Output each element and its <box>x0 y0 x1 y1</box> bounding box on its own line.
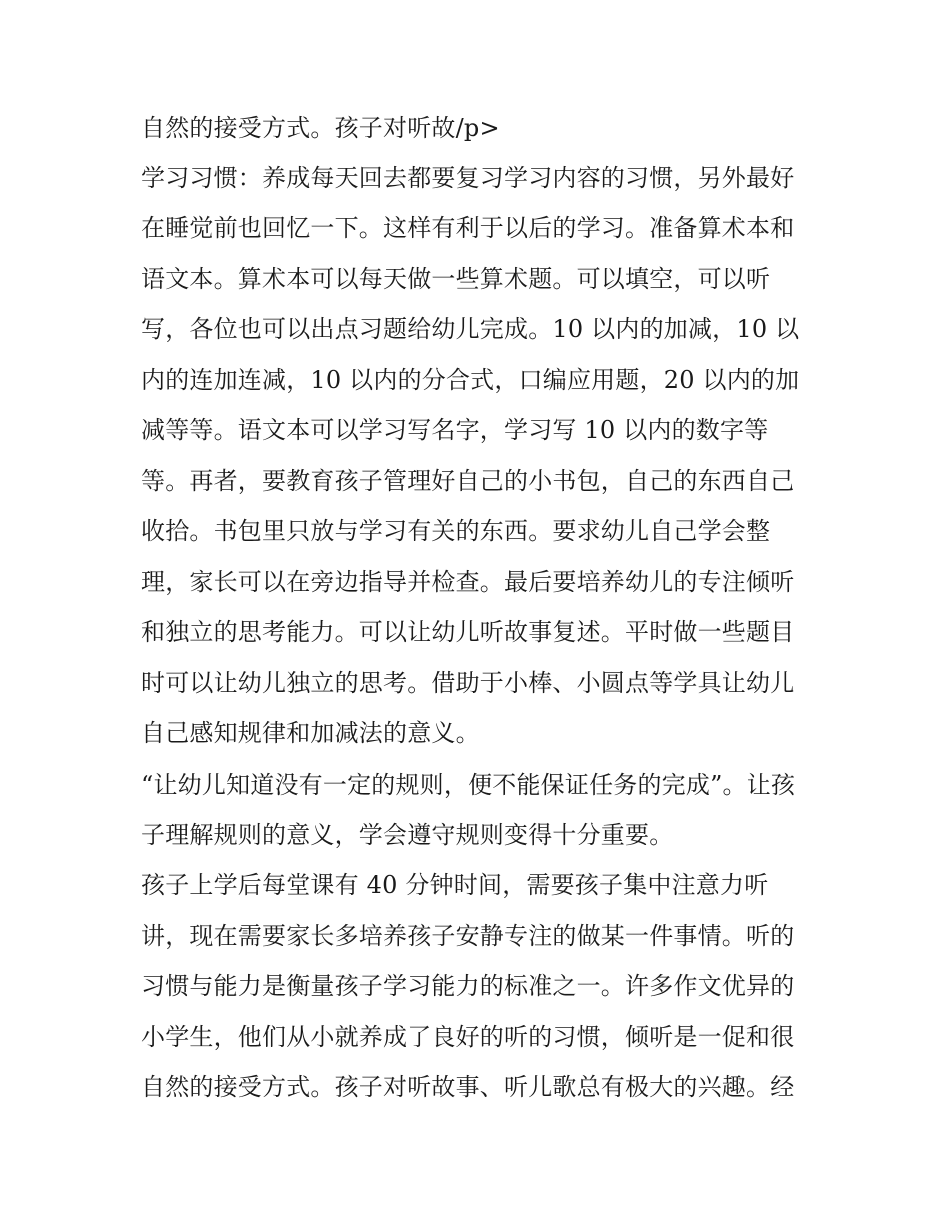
text-line: 自然的接受方式。孩子对听故事、听儿歌总有极大的兴趣。经 <box>141 1073 795 1101</box>
text-line: 自己感知规律和加减法的意义。 <box>141 719 480 747</box>
text-line: 学习习惯：养成每天回去都要复习学习内容的习惯，另外最好 <box>141 164 795 192</box>
text-line: 时可以让幼儿独立的思考。借助于小棒、小圆点等学具让幼儿 <box>141 669 795 697</box>
text-line: 和独立的思考能力。可以让幼儿听故事复述。平时做一些题目 <box>141 618 795 646</box>
text-line: 在睡觉前也回忆一下。这样有利于以后的学习。准备算术本和 <box>141 214 795 242</box>
text-line: 孩子上学后每堂课有 40 分钟时间，需要孩子集中注意力听 <box>141 871 769 899</box>
text-line: 语文本。算术本可以每天做一些算术题。可以填空，可以听 <box>141 265 771 293</box>
text-line: 内的连加连减，10 以内的分合式，口编应用题，20 以内的加 <box>141 366 800 394</box>
text-line: 讲，现在需要家长多培养孩子安静专注的做某一件事情。听的 <box>141 922 795 950</box>
text-line: 减等等。语文本可以学习写名字，学习写 10 以内的数字等 <box>141 416 769 444</box>
text-line: 自然的接受方式。孩子对听故/p> <box>141 114 500 142</box>
text-line: 等。再者，要教育孩子管理好自己的小书包，自己的东西自己 <box>141 467 795 495</box>
text-line: 子理解规则的意义，学会遵守规则变得十分重要。 <box>141 821 674 849</box>
text-line: 写，各位也可以出点习题给幼儿完成。10 以内的加减，10 以 <box>141 315 800 343</box>
text-line: 理，家长可以在旁边指导并检查。最后要培养幼儿的专注倾听 <box>141 568 795 596</box>
text-line: “让幼儿知道没有一定的规则，便不能保证任务的完成”。让孩 <box>141 771 796 799</box>
text-line: 习惯与能力是衡量孩子学习能力的标准之一。许多作文优异的 <box>141 972 795 1000</box>
text-line: 收拾。书包里只放与学习有关的东西。要求幼儿自己学会整 <box>141 517 771 545</box>
text-line: 小学生，他们从小就养成了良好的听的习惯，倾听是一促和很 <box>141 1023 795 1051</box>
